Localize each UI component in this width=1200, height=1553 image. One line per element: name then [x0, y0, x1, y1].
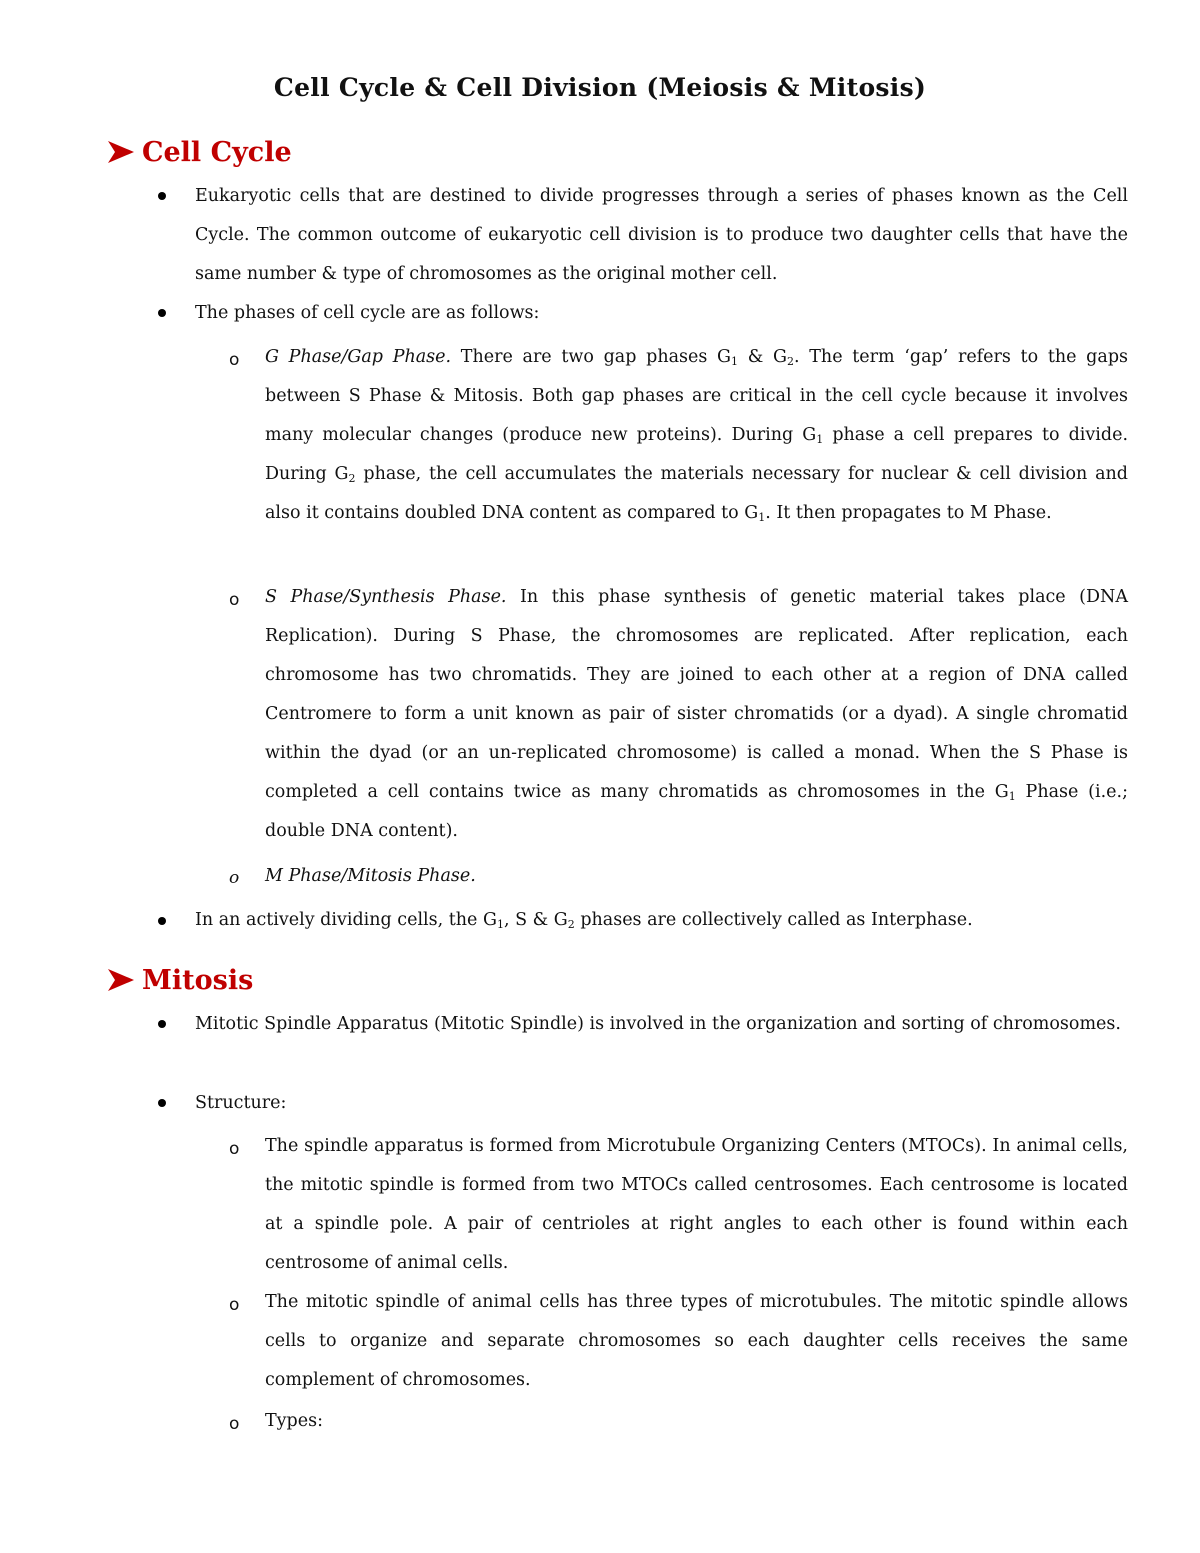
bullet-dot-icon — [158, 1020, 166, 1028]
sub-bullet-marker: o — [229, 1414, 240, 1434]
subscript: 1 — [816, 433, 824, 446]
paragraph-interphase — [195, 901, 1128, 940]
paragraph-mitotic-spindle: Mitotic Spindle Apparatus (Mitotic Spindle) is involved in the organization and sorting of chromosomes. — [195, 1014, 1121, 1034]
text-run: There are two gap phases G — [451, 347, 732, 367]
text-run: , S & G — [503, 910, 568, 930]
document-title: Cell Cycle & Cell Division (Meiosis & Mitosis) — [273, 73, 927, 102]
subscript: 2 — [348, 472, 356, 485]
paragraph-s-phase — [265, 578, 1128, 851]
paragraph-spindle-formation: The spindle apparatus is formed from Microtubule Organizing Centers (MTOCs). In animal cells, the mitotic spindle is formed from two MTOCs called centrosomes. Each centrosome is located at a spindle pole. A pair of centrioles at right angles to each other is found within each centrosome of animal cells. — [265, 1136, 1128, 1273]
text-run: & G — [738, 347, 787, 367]
text-run: phases are collectively called as Interphase. — [574, 910, 973, 930]
paragraph-g-phase — [265, 338, 1128, 533]
arrowhead-icon — [106, 139, 136, 165]
subscript: 1 — [731, 355, 739, 368]
paragraph-m-phase — [265, 857, 1128, 896]
sub-bullet-marker: o — [229, 1295, 240, 1315]
paragraph-cell-cycle-definition: Eukaryotic cells that are destined to divide progresses through a series of phases known as the Cell Cycle. The common outcome of eukaryotic cell division is to produce two daughter cells that have the same number & type of chromosomes as the original mother cell. — [195, 186, 1128, 284]
paragraph-types: Types: — [265, 1411, 323, 1431]
text-run: phase, the cell accumulates the materials necessary for nuclear & cell division and also it contains doubled DNA content as compared to G — [265, 464, 1129, 523]
text-run: phase a cell prepares to divide. During G — [265, 425, 1129, 484]
bullet-dot-icon — [158, 917, 166, 925]
text-run: . The term ‘gap’ refers to the gaps between S Phase & Mitosis. Both gap phases are critical in the cell cycle because it involves many molecular changes (produce new proteins). During G — [265, 347, 1129, 445]
heading-text: Mitosis — [142, 964, 254, 996]
paragraph-phases-intro: The phases of cell cycle are as follows: — [195, 303, 540, 323]
sub-bullet-marker: o — [229, 590, 240, 610]
section-heading-mitosis — [106, 960, 253, 1000]
heading-text: Cell Cycle — [142, 136, 292, 168]
bullet-dot-icon — [158, 192, 166, 200]
text-run: . It then propagates to M Phase. — [765, 503, 1052, 523]
paragraph-structure: Structure: — [195, 1093, 287, 1113]
text-run: In this phase synthesis of genetic material takes place (DNA Replication). During S Phase, the chromosomes are replicated. After replication, each chromosome has two chromatids. They are joined to each other at a region of DNA called Centromere to form a unit known as pair of sister chromatids (or a dyad). A single chromatid within the dyad (or an un-replicated chromosome) is called a monad. When the S Phase is completed a cell contains twice as many chromatids as chromosomes in the G — [265, 587, 1128, 802]
text-run: In an actively dividing cells, the G — [195, 910, 497, 930]
sub-bullet-marker: o — [229, 350, 240, 370]
subscript: 1 — [758, 511, 766, 524]
sub-bullet-marker: o — [229, 868, 240, 888]
section-heading-cell-cycle — [106, 132, 292, 172]
text-run: Phase (i.e.; double DNA content). — [265, 782, 1128, 841]
term-g-phase: G Phase/Gap Phase. — [265, 347, 452, 367]
subscript: 1 — [496, 918, 504, 931]
paragraph-microtubules: The mitotic spindle of animal cells has three types of microtubules. The mitotic spindle allows cells to organize and separate chromosomes so each daughter cells receives the same complement of chromosomes. — [265, 1292, 1128, 1390]
subscript: 1 — [1008, 790, 1016, 803]
bullet-dot-icon — [158, 1099, 166, 1107]
arrowhead-icon — [106, 967, 136, 993]
subscript: 2 — [567, 918, 575, 931]
term-m-phase: M Phase/Mitosis Phase. — [265, 866, 476, 886]
bullet-dot-icon — [158, 309, 166, 317]
term-s-phase: S Phase/Synthesis Phase. — [265, 587, 507, 607]
sub-bullet-marker: o — [229, 1139, 240, 1159]
subscript: 2 — [787, 355, 794, 368]
